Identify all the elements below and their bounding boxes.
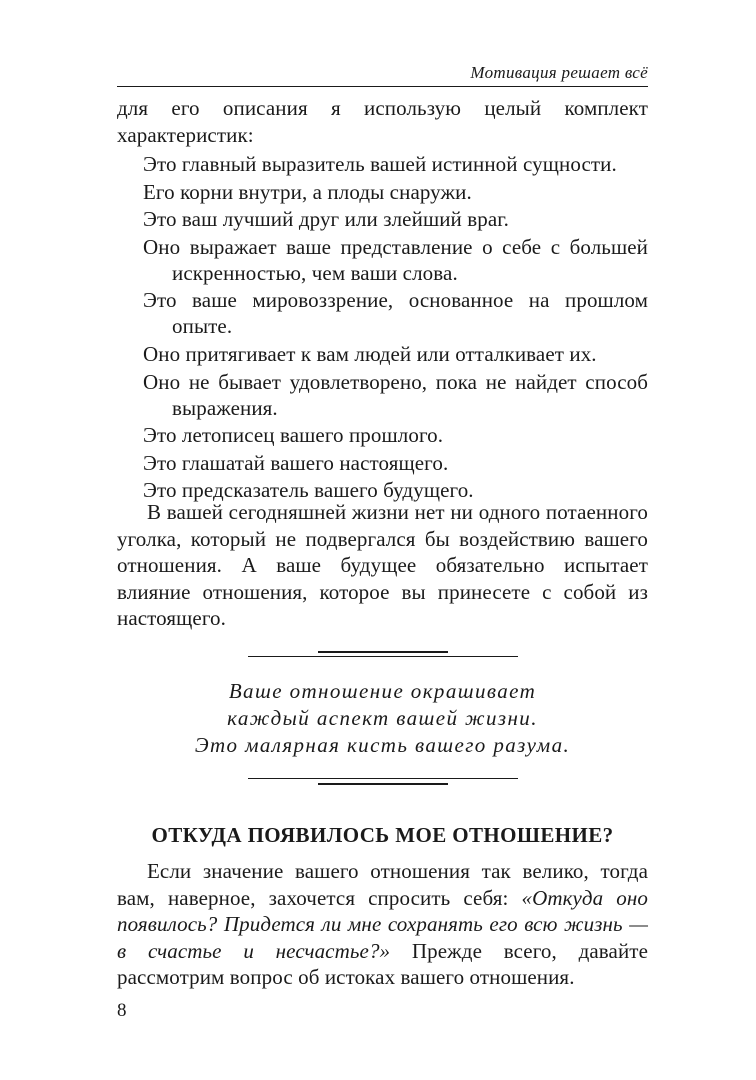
characteristics-list [143,151,648,505]
page-number: 8 [117,1000,127,1021]
list-item: Это главный выразитель вашей истинной сущности. [143,152,617,176]
list-item: Это предсказатель вашего будущего. [143,478,474,503]
pull-quote-top-rule [248,656,518,657]
pull-quote-line: Это малярная кисть вашего разума. [194,733,571,757]
intro-paragraph: для его описания я использую целый комплект характеристик: [117,96,648,147]
pull-quote-top-accent [318,651,448,653]
pull-quote-line: Ваше отношение окрашивает [228,679,537,703]
pull-quote [117,678,648,759]
list-item: Оно не бывает удовлетворено, пока не найдет способ выражения. [143,369,648,420]
list-item: Его корни внутри, а плоды снаружи. [143,179,472,204]
list-item: Это ваше мировоззрение, основанное на прошлом опыте. [143,288,648,339]
list-item: Это летописец вашего прошлого. [143,423,444,448]
list-item: Это ваш лучший друг или злейший враг. [143,207,509,232]
pull-quote-line: каждый аспект вашей жизни. [227,706,538,730]
header-rule [117,86,648,87]
list-item: Оно выражает ваше представление о себе с большей искренностью, чем ваши слова. [143,234,648,285]
section-quote: «Откуда оно появилось? Придется ли мне сохранять его всю жизнь — в счастье и несчастье?» [117,885,648,963]
body-paragraph: В вашей сегодняшней жизни нет ни одного потаенного уголка, который не подвергался бы воздействию вашего отношения. А ваше будущее обязательно испытает влияние отношения, которое вы принесете с собой из настоящего. [117,500,648,630]
list-item: Это глашатай вашего настоящего. [143,450,449,475]
pull-quote-bottom-rule [248,778,518,779]
section-paragraph [117,858,648,991]
pull-quote-bottom-accent [318,783,448,785]
section-text-start: Если значение вашего отношения так велико, тогда вам, наверное, захочется спросить себя: [117,859,648,910]
running-head: Мотивация решает всё [470,63,648,82]
list-item: Оно притягивает к вам людей или отталкивает их. [143,341,597,366]
section-heading: ОТКУДА ПОЯВИЛОСЬ МОЕ ОТНОШЕНИЕ? [151,823,614,847]
section-text-end: Прежде всего, давайте рассмотрим вопрос об истоках вашего отношения. [117,938,649,989]
